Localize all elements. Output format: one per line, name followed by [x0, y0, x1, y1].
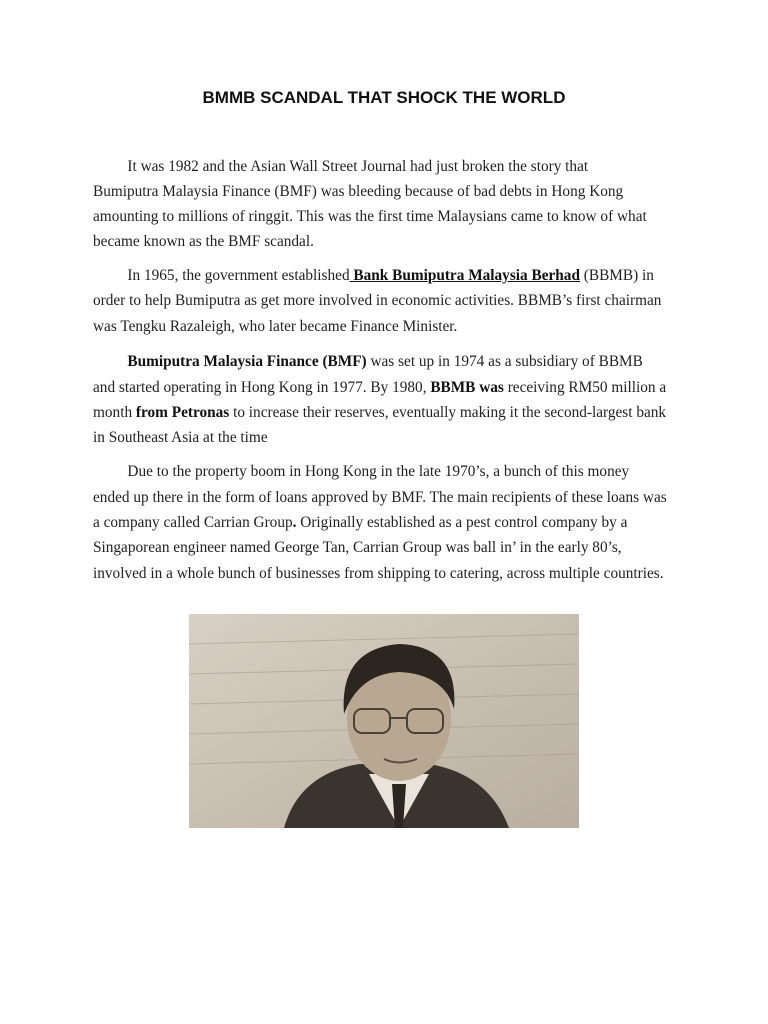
text-line — [93, 404, 666, 422]
bold-text: . — [292, 514, 297, 531]
text-segment: Singaporean engineer named George Tan, Carrian Group was ball in’ in the early 80’s, — [93, 539, 622, 556]
text-line — [93, 318, 457, 336]
text-segment: Bumiputra Malaysia Finance (BMF) was bleeding because of bad debts in Hong Kong — [93, 183, 624, 200]
text-line — [93, 489, 667, 507]
text-segment: was Tengku Razaleigh, who later became Finance Minister. — [93, 318, 458, 335]
bold-text: from Petronas — [135, 404, 230, 421]
text-segment: month — [93, 404, 136, 421]
text-line — [93, 379, 666, 397]
text-segment: order to help Bumiputra as get more involved in economic activities. BBMB’s first chairman — [93, 292, 662, 309]
text-line — [93, 353, 643, 371]
text-line — [93, 208, 647, 226]
text-segment: became known as the BMF scandal. — [93, 233, 314, 250]
text-line — [93, 183, 623, 201]
text-segment: a company called Carrian Group — [93, 514, 293, 531]
text-segment — [93, 353, 127, 370]
text-line — [93, 158, 588, 176]
text-segment: ended up there in the form of loans approved by BMF. The main recipients of these loans was — [93, 489, 667, 506]
bold-text: Bumiputra Malaysia Finance (BMF) — [127, 353, 367, 370]
text-line — [93, 233, 314, 251]
text-line — [93, 292, 661, 310]
text-line — [93, 565, 664, 583]
bold-text: BBMB was — [430, 379, 504, 396]
text-segment: to increase their reserves, eventually making it the second-largest bank — [229, 404, 667, 421]
text-segment: in Southeast Asia at the time — [93, 429, 268, 446]
text-segment: In 1965, the government established — [93, 267, 350, 284]
text-segment: amounting to millions of ringgit. This was the first time Malaysians came to know of what — [93, 208, 647, 225]
text-line — [93, 429, 268, 447]
text-segment: was set up in 1974 as a subsidiary of BBMB — [366, 353, 643, 370]
underlined-bold-text: Bank Bumiputra Malaysia Berhad — [349, 267, 580, 284]
text-segment: receiving RM50 million a — [503, 379, 667, 396]
text-segment: and started operating in Hong Kong in 1977. By 1980, — [93, 379, 431, 396]
text-segment: (BBMB) in — [579, 267, 654, 284]
text-segment: involved in a whole bunch of businesses from shipping to catering, across multiple countries. — [93, 565, 664, 582]
portrait-photo — [189, 614, 579, 828]
text-line — [93, 463, 629, 481]
text-line — [93, 539, 622, 557]
document-title: BMMB SCANDAL THAT SHOCK THE WORLD — [202, 88, 566, 107]
text-line — [93, 514, 627, 532]
text-line — [93, 267, 654, 285]
text-segment: It was 1982 and the Asian Wall Street Journal had just broken the story that — [93, 158, 589, 175]
text-segment: Due to the property boom in Hong Kong in the late 1970’s, a bunch of this money — [93, 463, 630, 480]
text-segment: Originally established as a pest control company by a — [296, 514, 628, 531]
